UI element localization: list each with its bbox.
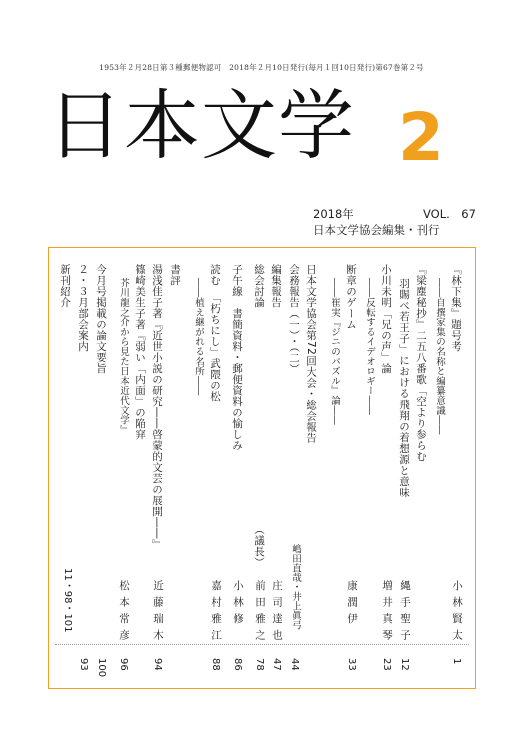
toc-author: 松本常彦 bbox=[118, 580, 130, 646]
toc-page: 78 bbox=[254, 658, 265, 671]
toc-page: 11・98・101 bbox=[62, 568, 73, 633]
toc-page: 86 bbox=[232, 658, 243, 671]
toc-page: 94 bbox=[152, 658, 163, 671]
toc-page: 44 bbox=[289, 658, 300, 671]
toc-title: 篠崎美生子著『弱い「内面」の陥穽 bbox=[134, 264, 146, 440]
toc-title: 新刊紹介 bbox=[59, 264, 71, 308]
toc-title: 書評 bbox=[169, 264, 181, 286]
toc-title: 会務報告（一）・（二） bbox=[288, 264, 300, 375]
toc-page: 12 bbox=[399, 658, 410, 671]
toc-subtitle: ――崔実『ジニのパズル』論―― bbox=[329, 278, 340, 425]
toc-title: ２・３月部会案内 bbox=[77, 264, 89, 352]
toc-page: 1 bbox=[451, 658, 462, 665]
toc-title: 羽賜べ若王子」における飛翔の着想源と意味 bbox=[398, 278, 410, 498]
toc-title: 湯浅佳子著『近世小説の研究――啓蒙的文芸の展開――』 bbox=[151, 264, 163, 550]
toc-title: 総会討論 bbox=[253, 264, 265, 308]
toc-author: 前田雅之 bbox=[254, 580, 266, 646]
toc-note: （議長） bbox=[253, 524, 265, 568]
issue-number: 2 bbox=[398, 99, 444, 176]
year-volume bbox=[313, 206, 493, 222]
toc-title: 『林下集』題号考 bbox=[450, 264, 462, 352]
divider bbox=[55, 644, 469, 645]
toc-author: 康潤伊 bbox=[346, 580, 358, 630]
toc-subtitle: ――植え継がれる名所―― bbox=[193, 278, 204, 396]
toc-subtitle: ――自撰家集の名称と編纂意識―― bbox=[434, 278, 445, 435]
toc-subtitle: ――反転するイデオロギー―― bbox=[364, 278, 375, 416]
toc-page: 47 bbox=[271, 658, 282, 671]
toc-title: 小川未明「兄の声」論 bbox=[380, 264, 392, 374]
table-of-contents bbox=[48, 247, 476, 689]
toc-title: 断章のゲーム bbox=[345, 264, 357, 330]
toc-author: 庄司達也 bbox=[271, 580, 283, 646]
toc-author: 嘉村雅江 bbox=[210, 580, 222, 646]
toc-page: 93 bbox=[78, 658, 89, 671]
toc-page: 33 bbox=[346, 658, 357, 671]
toc-title: 読む 「朽ちにし」武隈の松 bbox=[209, 264, 221, 402]
toc-author: 嶋田直哉・井上眞弓 bbox=[290, 544, 301, 630]
toc-author: 小林賢太 bbox=[451, 580, 463, 646]
volume: VOL. 67 bbox=[423, 207, 476, 221]
toc-page: 88 bbox=[210, 658, 221, 671]
journal-title: 日本文学 bbox=[47, 81, 355, 170]
toc-author: 縄手聖子 bbox=[399, 580, 411, 646]
toc-author: 近藤瑞木 bbox=[152, 580, 164, 646]
publisher: 日本文学協会編集・刊行 bbox=[313, 223, 440, 237]
toc-page: 96 bbox=[118, 658, 129, 671]
toc-page: 100 bbox=[96, 658, 107, 678]
toc-title: 日本文学協会第72回大会・総会報告 bbox=[305, 264, 317, 444]
registration-line: 1953年２月28日第３種郵便物認可 2018年２月10日発行(毎月１回10日発行)第67巻第２号 bbox=[99, 63, 424, 72]
toc-title: 『梁塵秘抄』二五八番歌「空より参らむ bbox=[415, 264, 427, 462]
toc-author: 小林修 bbox=[232, 580, 244, 630]
toc-subtitle: 芥川龍之介から見た日本近代文学』 bbox=[118, 278, 129, 435]
toc-page: 23 bbox=[381, 658, 392, 671]
toc-author: 増井真琴 bbox=[381, 580, 393, 646]
year: 2018年 bbox=[313, 207, 354, 221]
toc-title: 編集報告 bbox=[270, 264, 282, 308]
toc-title: 子午線 書簡資料・郵便資料の愉しみ bbox=[231, 264, 243, 451]
toc-title: 今月号掲載の論文要旨 bbox=[95, 264, 107, 374]
